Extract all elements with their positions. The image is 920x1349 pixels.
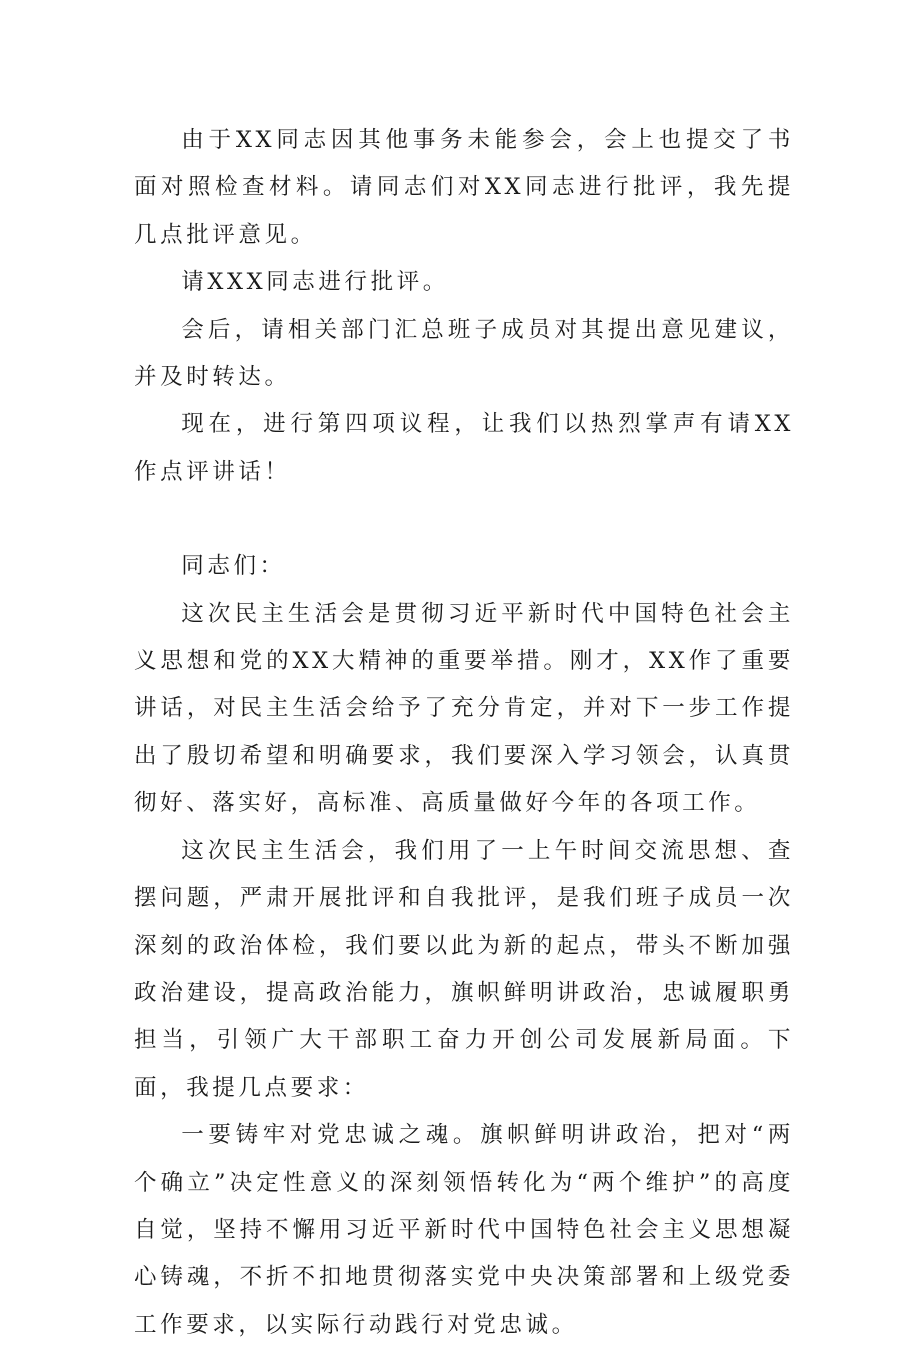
paragraph-fourth-agenda: 现在，进行第四项议程，让我们以热烈掌声有请XX作点评讲话！ bbox=[134, 411, 794, 485]
section-gap bbox=[134, 496, 794, 543]
paragraph-absent-member: 由于XX同志因其他事务未能参会，会上也提交了书面对照检查材料。请同志们对XX同志进行批评，我先提几点批评意见。 bbox=[134, 127, 794, 248]
paragraph-meeting-summary: 这次民主生活会，我们用了一上午时间交流思想、查摆问题，严肃开展批评和自我批评，是我们班子成员一次深刻的政治体检，我们要以此为新的起点，带头不断加强政治建设，提高政治能力，旗帜鲜明讲政治，忠诚履职勇担当，引领广大干部职工奋力开创公司发展新局面。下面，我提几点要求： bbox=[134, 837, 794, 1101]
paragraph-after-meeting: 会后，请相关部门汇总班子成员对其提出意见建议，并及时转达。 bbox=[134, 316, 794, 391]
paragraph-criticism-request: 请XXX同志进行批评。 bbox=[181, 269, 449, 296]
paragraph-meeting-significance: 这次民主生活会是贯彻习近平新时代中国特色社会主义思想和党的XX大精神的重要举措。刚才，XX作了重要讲话，对民主生活会给予了充分肯定，并对下一步工作提出了殷切希望和明确要求，我们要深入学习领会，认真贯彻好、落实好，高标准、高质量做好今年的各项工作。 bbox=[134, 600, 794, 817]
paragraph-salutation: 同志们： bbox=[181, 553, 286, 580]
paragraph-requirement-one: 一要铸牢对党忠诚之魂。旗帜鲜明讲政治，把对“两个确立”决定性意义的深刻领悟转化为“两个维护”的高度自觉，坚持不懈用习近平新时代中国特色社会主义思想凝心铸魂，不折不扣地贯彻落实党中央决策部署和上级党委工作要求，以实际行动践行对党忠诚。 bbox=[134, 1122, 794, 1338]
document-body bbox=[134, 117, 794, 1349]
